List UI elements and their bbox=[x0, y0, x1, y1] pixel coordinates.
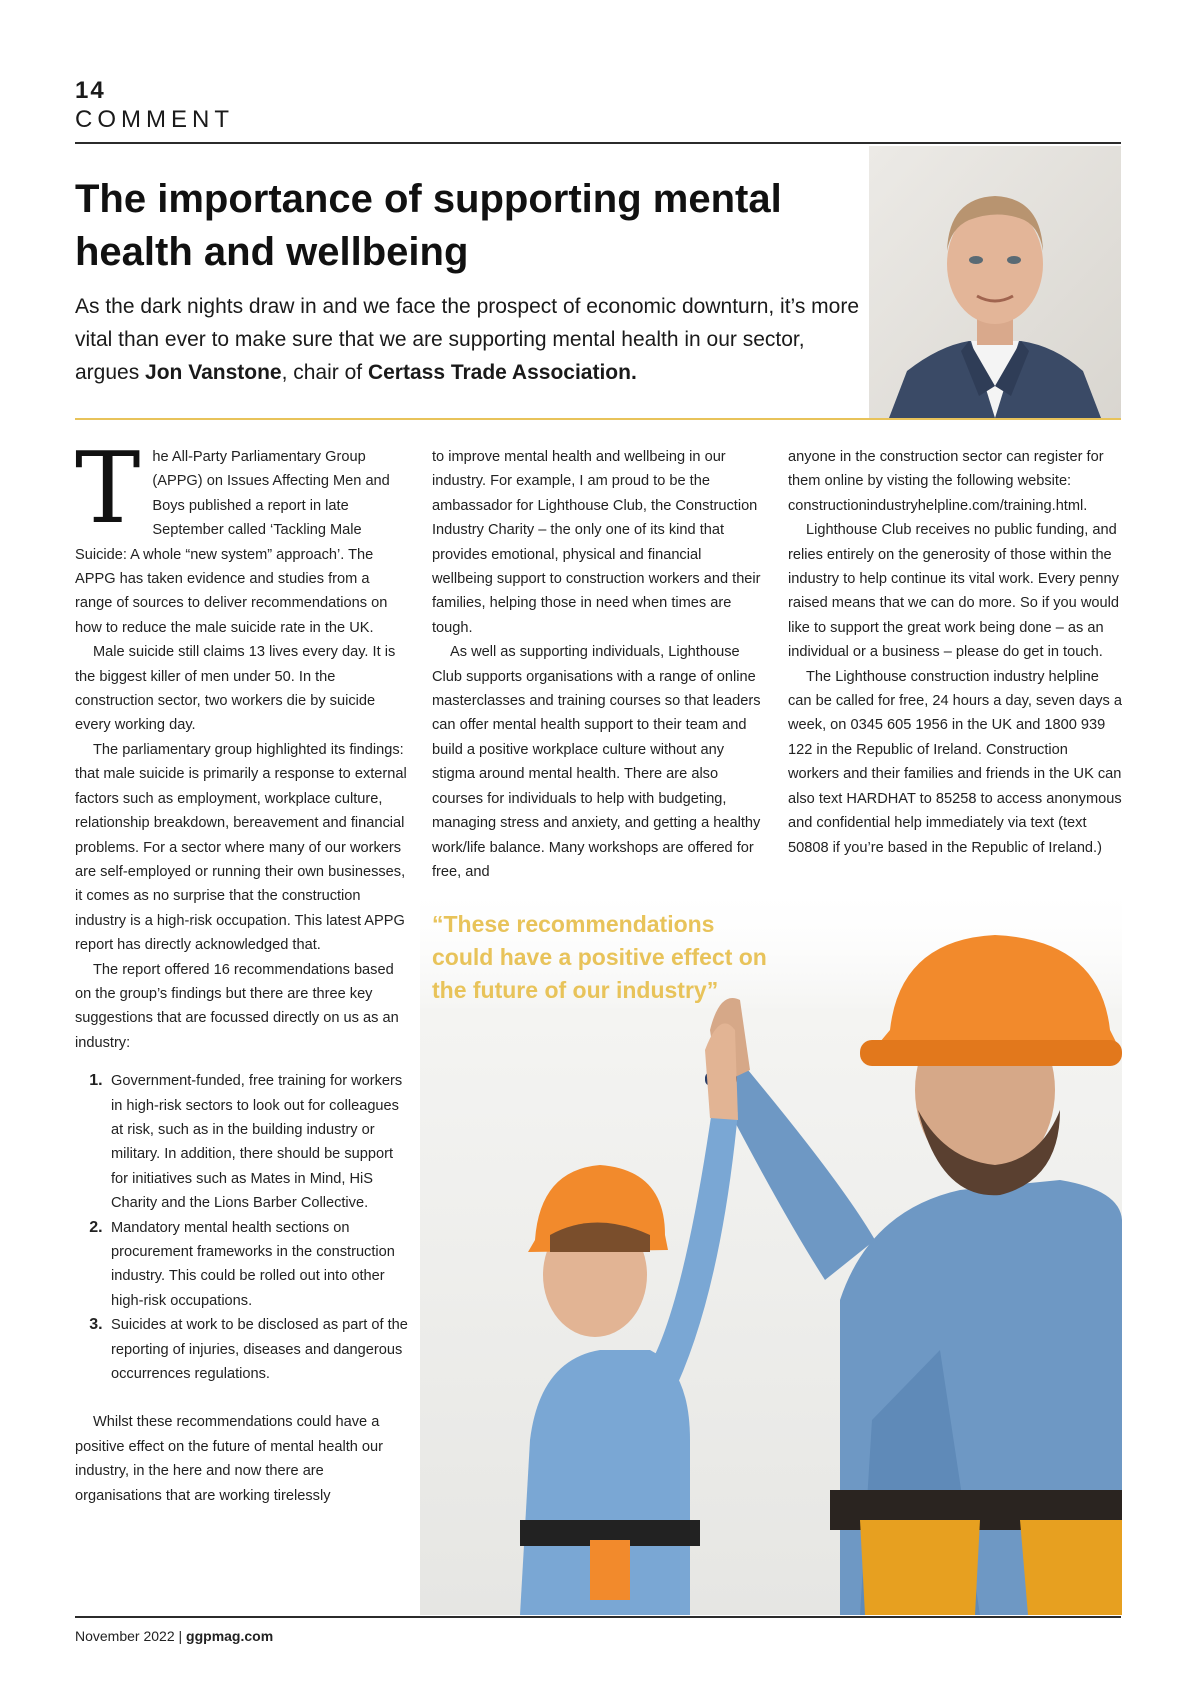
paragraph-7: As well as supporting individuals, Lighthouse Club supports organisations with a range of online masterclasses and training courses so that leaders can offer mental health support to their team and build a positive workplace culture without any stigma around mental health. There are also courses for individuals to help with budgeting, managing stress and anxiety, and getting a healthy work/life balance. Many workshops are offered for free, and bbox=[432, 644, 761, 880]
paragraph-1-text: he All-Party Parliamentary Group (APPG) on Issues Affecting Men and Boys published a report in late September called ‘Tackling Male Suicide: A whole “new system” approach’. The APPG has taken evidence and studies from a range of sources to deliver recommendations on how to reduce the male suicide rate in the UK. bbox=[75, 449, 390, 636]
article-column-3 bbox=[788, 445, 1122, 860]
page-number: 14 bbox=[75, 77, 106, 104]
author-portrait bbox=[869, 146, 1121, 418]
footer-separator: | bbox=[178, 1628, 183, 1644]
organisation-name: Certass Trade Association bbox=[367, 361, 631, 384]
drop-cap: T bbox=[75, 432, 141, 546]
footer-date: November 2022 bbox=[75, 1628, 175, 1644]
paragraph-5: Whilst these recommendations could have a positive effect on the future of mental health our industry, in the here and now there are organisations that are working tirelessly bbox=[75, 1414, 384, 1504]
paragraph-2: Male suicide still claims 13 lives every day. It is the biggest killer of men under 50. In the construction sector, two workers die by suicide every working day. bbox=[75, 644, 396, 734]
article-column-2 bbox=[432, 445, 766, 884]
gold-divider bbox=[75, 418, 1121, 420]
paragraph-4: The report offered 16 recommendations based on the group’s findings but there are three key suggestions that are focussed directly on us as an industry: bbox=[75, 961, 399, 1051]
footer bbox=[75, 1628, 273, 1644]
standfirst bbox=[75, 290, 865, 389]
paragraph-3: The parliamentary group highlighted its findings: that male suicide is primarily a response to external factors such as employment, workplace culture, relationship breakdown, bereavement and financial problems. For a sector where many of our workers are self-employed or running their own businesses, it comes as no surprise that the construction industry is a high-risk occupation. This latest APPG report has directly acknowledged that. bbox=[75, 741, 407, 954]
article-headline: The importance of supporting mental health and wellbeing bbox=[75, 177, 782, 274]
bottom-rule bbox=[75, 1616, 1121, 1618]
paragraph-6: to improve mental health and wellbeing in our industry. For example, I am proud to be the ambassador for Lighthouse Club, the Construction Industry Charity – the only one of its kind that provides emotional, physical and financial wellbeing support to construction workers and their families, helping those in need when times are tough. bbox=[432, 449, 761, 636]
paragraph-8: anyone in the construction sector can register for them online by visting the following website: constructionindustryhelpline.com/training.html. bbox=[788, 449, 1104, 514]
article-column-1 bbox=[75, 432, 408, 1508]
standfirst-end: . bbox=[630, 361, 637, 384]
pull-quote: “These recommendations could have a positive effect on the future of our industry” bbox=[432, 911, 767, 1003]
recommendation-item: 3. Suicides at work to be disclosed as part of the reporting of injuries, diseases and dangerous occurrences regulations. bbox=[107, 1313, 408, 1386]
recommendation-item: 1. Government-funded, free training for workers in high-risk sectors to look out for colleagues at risk, such as in the building industry or military. In addition, there should be support for initiatives such as Mates in Mind, HiS Charity and the Lions Barber Collective. bbox=[107, 1069, 408, 1215]
section-label: COMMENT bbox=[75, 106, 234, 133]
author-name: Jon Vanstone bbox=[145, 361, 282, 384]
recommendation-item: 2. Mandatory mental health sections on procurement frameworks in the construction industry. This could be rolled out into other high-risk occupations. bbox=[107, 1216, 408, 1314]
recommendations-list bbox=[75, 1069, 408, 1386]
paragraph-10: The Lighthouse construction industry helpline can be called for free, 24 hours a day, seven days a week, on 0345 605 1956 in the UK and 1800 939 122 in the Republic of Ireland. Construction workers and their families and friends in the UK can also text HARDHAT to 85258 to access anonymous and confidential help immediately via text (text 50808 if you’re based in the Republic of Ireland.) bbox=[788, 668, 1122, 856]
paragraph-9: Lighthouse Club receives no public funding, and relies entirely on the generosity of those within the industry to help continue its vital work. Every penny raised means that we can do more. So if you would like to support the great work being done – as an individual or a business – please do get in touch. bbox=[788, 522, 1119, 661]
standfirst-text: As the dark nights draw in and we face the prospect of economic downturn, it’s more vital than ever to make sure that we are supporting mental health in our sector, argues bbox=[75, 295, 860, 384]
paragraph-1 bbox=[75, 432, 408, 640]
author-role: , chair of bbox=[281, 361, 368, 384]
footer-site: ggpmag.com bbox=[186, 1628, 274, 1644]
top-rule bbox=[75, 142, 1121, 144]
